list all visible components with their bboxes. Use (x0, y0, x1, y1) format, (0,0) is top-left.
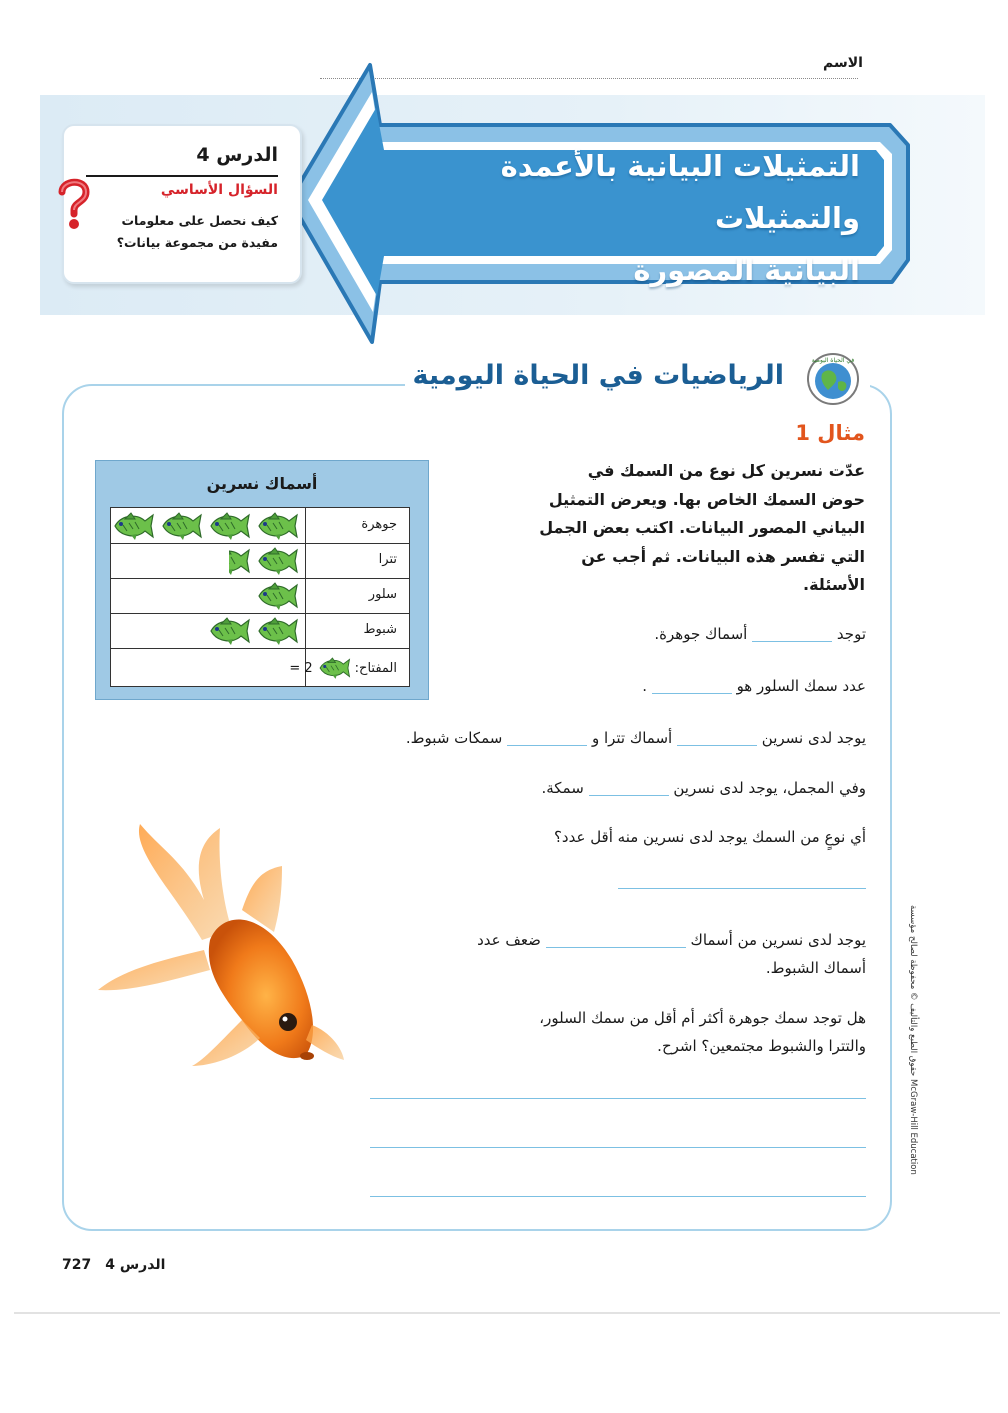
fish-symbol-icon (255, 616, 299, 646)
pictograph-row (111, 578, 409, 614)
pictograph-symbols (229, 546, 299, 576)
pictograph-title: أسماك نسرين (206, 474, 318, 493)
q7-answer-line[interactable] (370, 1147, 866, 1148)
copyright-credit: حقوق الطبع والتأليف © محفوظة لصالح مؤسسة McGraw-Hill Education (908, 905, 918, 1175)
fish-symbol-icon (255, 546, 299, 576)
question-3 (406, 729, 866, 747)
question-6 (477, 931, 866, 949)
pictograph-row-label: شبوط (363, 622, 397, 637)
name-label: الاسم (823, 55, 863, 71)
question-4 (541, 779, 866, 797)
q1-text-b: أسماك جوهرة. (654, 625, 748, 643)
q7-answer-line[interactable] (370, 1098, 866, 1099)
pictograph-row-label: سلور (368, 587, 397, 602)
lesson-title-line2: البيانية المصورة (633, 253, 860, 287)
essential-question-line2: مفيدة من مجموعة بيانات؟ (116, 235, 278, 250)
q3-text-a: يوجد لدى نسرين (761, 729, 866, 747)
question-7-line2: والتترا والشبوط مجتمعين؟ اشرح. (657, 1037, 866, 1055)
q6-text-b: ضعف عدد (477, 931, 541, 949)
fish-symbol-icon (207, 616, 251, 646)
question-6-cont: أسماك الشبوط. (765, 959, 866, 977)
fish-symbol-icon (159, 511, 203, 541)
pictograph-key (289, 656, 397, 680)
q4-text-b: سمكة. (541, 779, 584, 797)
q3-text-b: أسماك تترا و (591, 729, 673, 747)
q1-text-a: توجد (836, 625, 866, 643)
intro-line: حوض السمك الخاص بها. ويعرض التمثيل (548, 489, 865, 509)
goldfish-photo (92, 820, 362, 1070)
pictograph-row (111, 543, 409, 579)
pictograph-row (111, 508, 409, 544)
lesson-title-line1: التمثيلات البيانية بالأعمدة والتمثيلات (500, 149, 860, 235)
question-1 (654, 625, 866, 643)
q6-answer-blank[interactable] (546, 947, 686, 948)
fish-symbol-icon (255, 581, 299, 611)
page-number: 727 (62, 1257, 92, 1273)
question-mark-icon (56, 178, 90, 230)
lesson-card (62, 124, 302, 284)
q2-text-a: عدد سمك السلور هو (736, 677, 866, 695)
intro-line: عدّت نسرين كل نوع من السمك في (587, 461, 865, 480)
fish-symbol-icon (317, 656, 351, 680)
pictograph-table (110, 507, 410, 687)
everyday-math-title: الرياضيات في الحياة اليومية (405, 360, 792, 391)
half-fish-symbol-icon (229, 546, 251, 576)
pictograph-symbols (111, 511, 299, 541)
globe-badge-text: في الحياة اليومية (811, 357, 855, 364)
fish-symbol-icon (207, 511, 251, 541)
pictograph-symbols (255, 581, 299, 611)
key-label: المفتاح: (354, 660, 397, 676)
pictograph (95, 460, 429, 700)
page-footer (62, 1257, 165, 1273)
fish-symbol-icon (111, 511, 155, 541)
lesson-title (360, 140, 860, 296)
lesson-divider (86, 175, 278, 177)
q3-text-c: سمكات شبوط. (405, 729, 503, 747)
q3-answer-blank-1[interactable] (677, 745, 757, 746)
intro-line: البياني المصور البيانات. اكتب بعض الجمل (539, 518, 865, 537)
q2-answer-blank[interactable] (652, 693, 732, 694)
essential-question-title: السؤال الأساسي (160, 182, 278, 198)
q7-answer-line[interactable] (370, 1196, 866, 1197)
intro-line: التي تفسر هذه البيانات. ثم أجب عن الأسئلة. (581, 546, 865, 594)
q6-text-a: يوجد لدى نسرين من أسماك (690, 931, 866, 949)
q4-answer-blank[interactable] (589, 795, 669, 796)
pictograph-key-row (111, 648, 409, 686)
essential-question-text (98, 210, 278, 254)
question-5: أي نوعٍ من السمك يوجد لدى نسرين منه أقل عدد؟ (553, 828, 866, 846)
fish-symbol-icon (255, 511, 299, 541)
globe-icon (806, 352, 860, 406)
q4-text-a: وفي المجمل، يوجد لدى نسرين (673, 779, 866, 797)
key-value: = 2 (289, 660, 313, 676)
pictograph-symbols (207, 616, 299, 646)
question-7-line1: هل توجد سمك جوهرة أكثر أم أقل من سمك السلور، (539, 1009, 866, 1027)
essential-question-line1: كيف نحصل على معلومات (121, 213, 278, 228)
example-label: مثال 1 (795, 421, 865, 445)
pictograph-row-label: تترا (378, 552, 397, 567)
pictograph-row-label: جوهرة (361, 517, 397, 532)
q3-answer-blank-2[interactable] (507, 745, 587, 746)
example-intro (525, 457, 865, 600)
pictograph-row (111, 613, 409, 649)
q2-text-b: . (642, 677, 647, 695)
q5-answer-line[interactable] (618, 888, 866, 889)
question-2 (642, 677, 866, 695)
q1-answer-blank[interactable] (752, 641, 832, 642)
lesson-number: الدرس 4 (196, 144, 278, 166)
footer-lesson-label: الدرس 4 (105, 1257, 166, 1273)
